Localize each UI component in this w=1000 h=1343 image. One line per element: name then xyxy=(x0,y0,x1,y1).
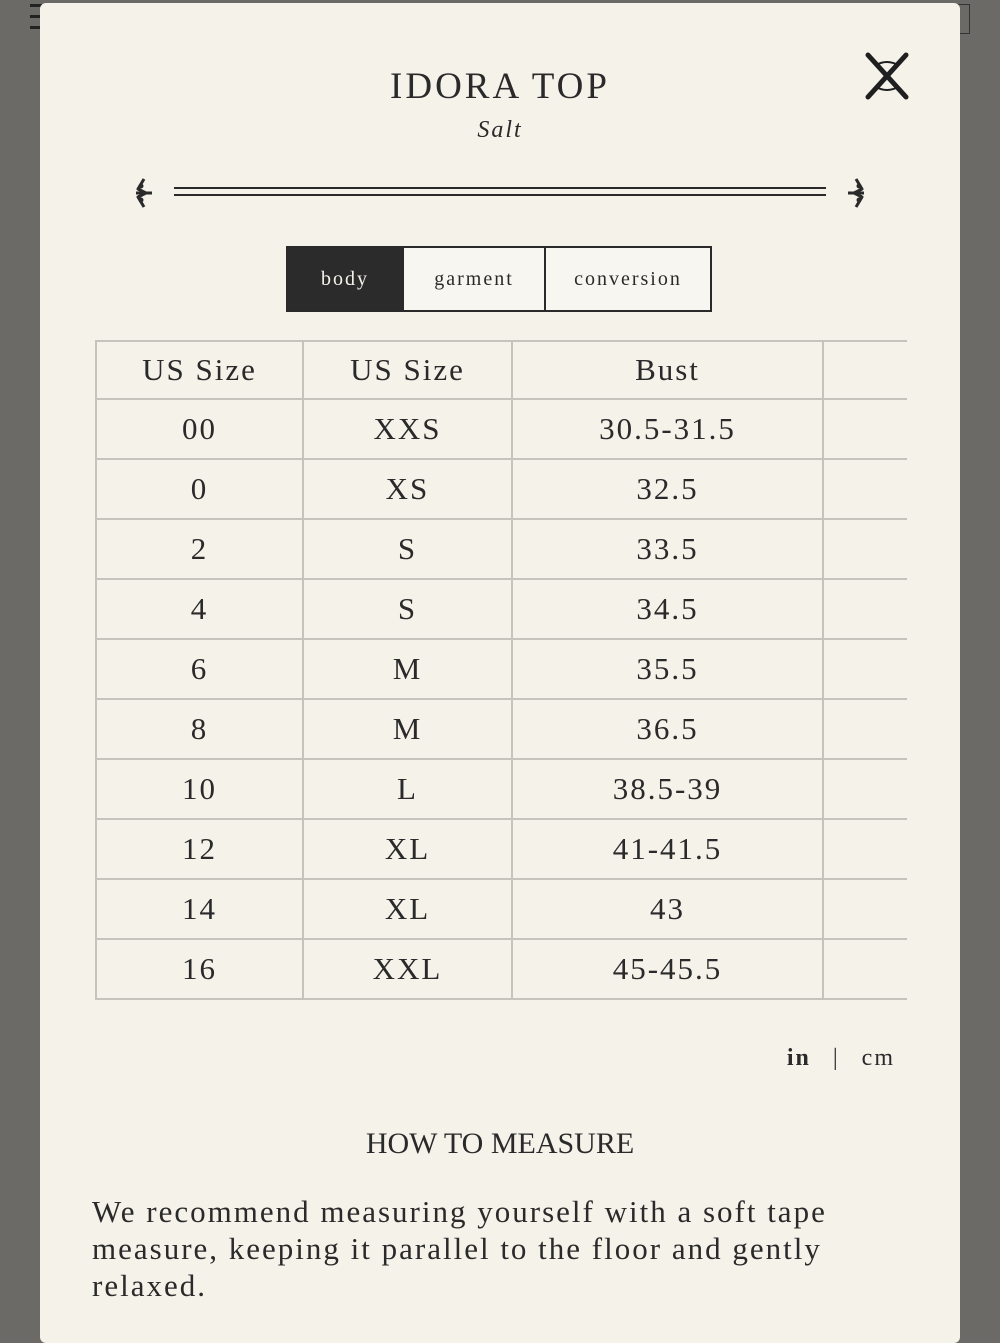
table-cell: L xyxy=(303,759,512,819)
table-cell: 41-41.5 xyxy=(512,819,823,879)
ornament-right-icon xyxy=(848,179,864,207)
table-cell: 00 xyxy=(96,399,303,459)
unit-separator: | xyxy=(832,1045,840,1071)
table-cell xyxy=(823,519,907,579)
table-cell: 32.5 xyxy=(512,459,823,519)
table-cell: 43 xyxy=(512,879,823,939)
table-row xyxy=(96,579,907,639)
table-cell: 0 xyxy=(96,459,303,519)
table-cell: 30.5-31.5 xyxy=(512,399,823,459)
tab-conversion[interactable]: conversion xyxy=(544,248,710,310)
table-cell xyxy=(823,699,907,759)
table-cell: 16 xyxy=(96,939,303,999)
table-row xyxy=(96,459,907,519)
table-cell: 6 xyxy=(96,639,303,699)
table-cell: M xyxy=(303,639,512,699)
how-to-measure-heading: HOW TO MEASURE xyxy=(365,1127,635,1160)
table-cell xyxy=(823,399,907,459)
table-row xyxy=(96,939,907,999)
table-cell: 4 xyxy=(96,579,303,639)
close-x-icon xyxy=(862,51,912,101)
table-cell: S xyxy=(303,579,512,639)
table-cell: XL xyxy=(303,879,512,939)
table-header-row xyxy=(96,341,907,399)
unit-cm-button[interactable]: cm xyxy=(861,1045,895,1071)
table-cell: 36.5 xyxy=(512,699,823,759)
table-row xyxy=(96,759,907,819)
table-cell: 38.5-39 xyxy=(512,759,823,819)
table-cell xyxy=(823,639,907,699)
table-cell: M xyxy=(303,699,512,759)
table-row xyxy=(96,519,907,579)
table-cell: 34.5 xyxy=(512,579,823,639)
ornament-left-icon xyxy=(136,179,152,207)
table-cell: 33.5 xyxy=(512,519,823,579)
table-cell xyxy=(823,759,907,819)
table-cell: 14 xyxy=(96,879,303,939)
tab-garment[interactable]: garment xyxy=(402,248,544,310)
size-chart-modal xyxy=(40,3,960,1343)
size-table xyxy=(95,340,907,1000)
ornamental-divider xyxy=(130,173,870,217)
table-cell: 45-45.5 xyxy=(512,939,823,999)
column-header: Bust xyxy=(512,341,823,399)
unit-toggle xyxy=(787,1045,895,1072)
table-cell xyxy=(823,819,907,879)
table-cell: 2 xyxy=(96,519,303,579)
product-color: Salt xyxy=(477,117,523,143)
table-cell: 35.5 xyxy=(512,639,823,699)
table-row xyxy=(96,699,907,759)
table-cell: 10 xyxy=(96,759,303,819)
table-row xyxy=(96,879,907,939)
column-header: US Size xyxy=(96,341,303,399)
product-title: IDORA TOP xyxy=(390,66,610,107)
unit-in-button[interactable]: in xyxy=(786,1045,811,1071)
tab-body[interactable]: body xyxy=(288,248,402,310)
table-cell: XL xyxy=(303,819,512,879)
column-header: US Size xyxy=(303,341,512,399)
table-cell: S xyxy=(303,519,512,579)
table-row xyxy=(96,639,907,699)
column-header xyxy=(823,341,907,399)
table-cell xyxy=(823,879,907,939)
table-cell: XS xyxy=(303,459,512,519)
table-cell xyxy=(823,579,907,639)
table-cell: 8 xyxy=(96,699,303,759)
how-to-measure-text: We recommend measuring yourself with a soft tape measure, keeping it parallel to the floor and gently relaxed. xyxy=(92,1194,827,1303)
table-cell: 12 xyxy=(96,819,303,879)
table-cell: XXS xyxy=(303,399,512,459)
table-cell xyxy=(823,459,907,519)
close-button[interactable] xyxy=(862,51,912,101)
table-cell: XXL xyxy=(303,939,512,999)
table-row xyxy=(96,399,907,459)
table-row xyxy=(96,819,907,879)
size-table-scroll[interactable] xyxy=(95,340,907,1000)
measurement-tabs xyxy=(286,246,712,312)
table-cell xyxy=(823,939,907,999)
